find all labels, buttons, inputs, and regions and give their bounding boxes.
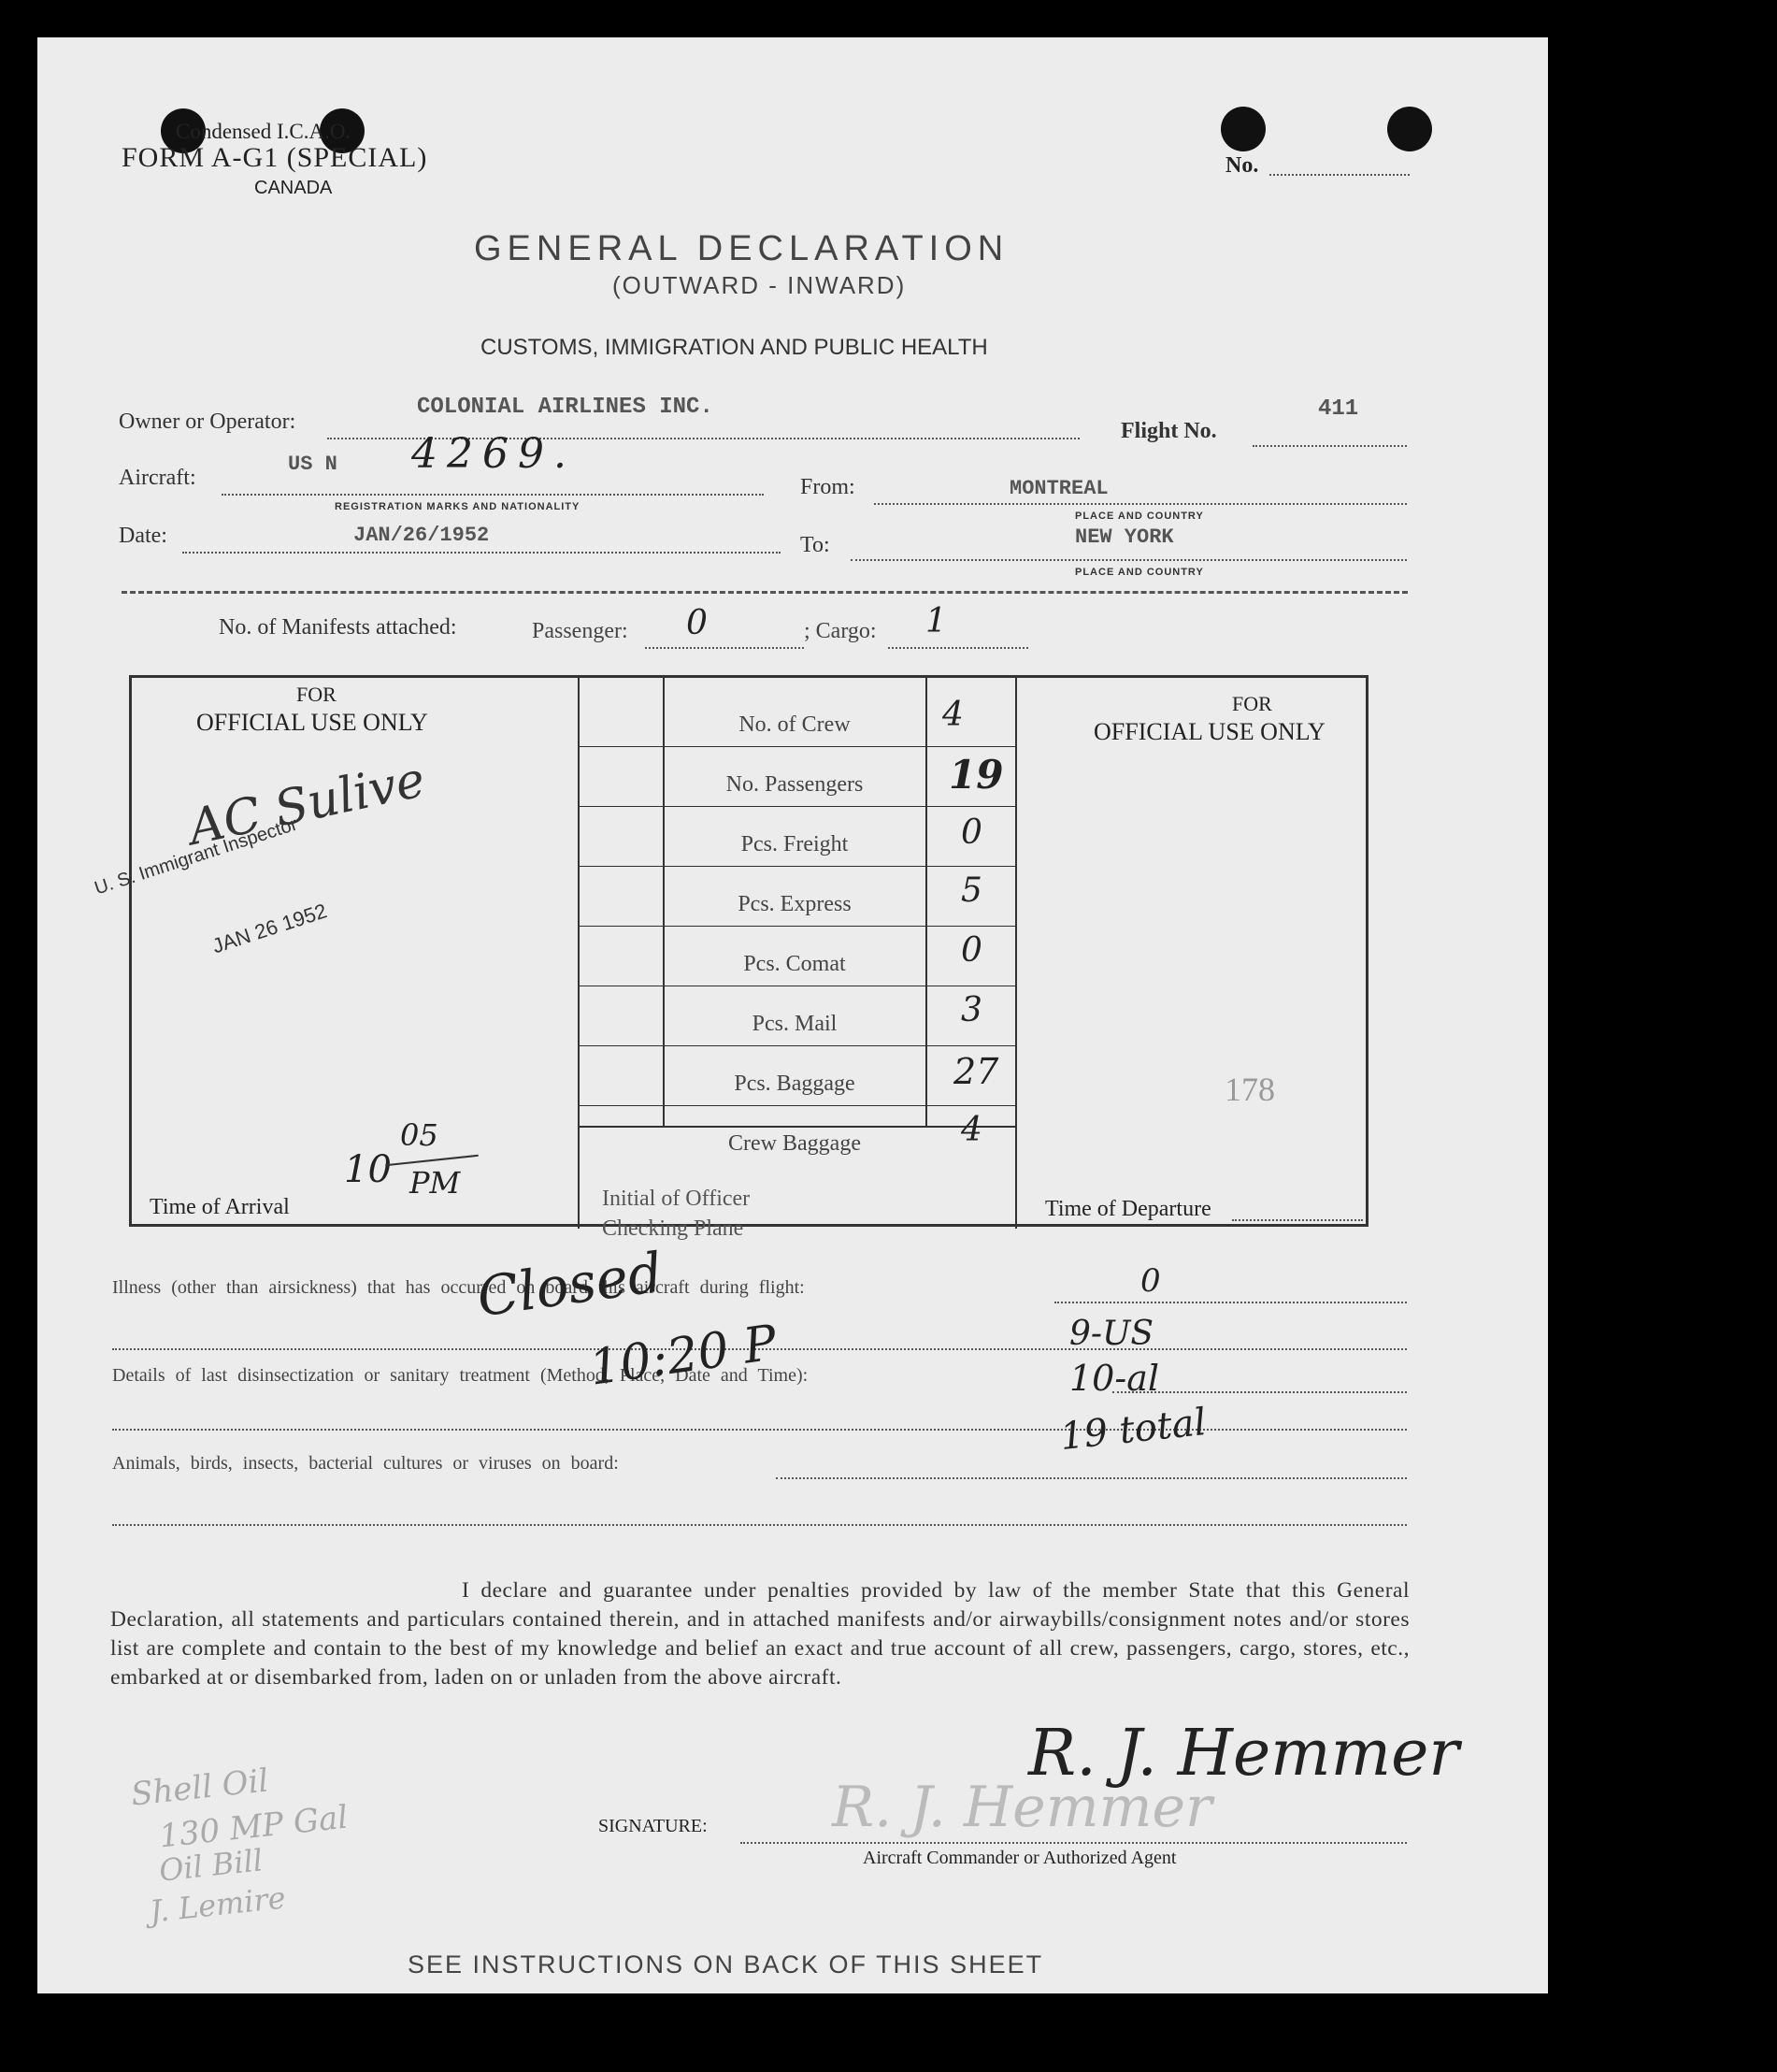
aircraft-caption: REGISTRATION MARKS AND NATIONALITY (335, 501, 580, 512)
animals-label: Animals, birds, insects, bacterial cultures or viruses on board: (112, 1453, 619, 1474)
illness-label: Illness (other than airsickness) that has occurred on board this aircraft during flight: (112, 1277, 805, 1298)
from-label: From: (800, 475, 855, 499)
time-arrival-label: Time of Arrival (150, 1195, 290, 1219)
to-label: To: (800, 533, 830, 557)
count-label: No. Passengers (725, 772, 864, 797)
count-row-divider (578, 1045, 1017, 1046)
manifest-passenger-label: Passenger: (532, 619, 628, 643)
page-subheading: CUSTOMS, IMMIGRATION AND PUBLIC HEALTH (480, 335, 988, 360)
inspector-signature: AC Sulive (183, 752, 430, 856)
signature-hand: R. J. Hemmer (1028, 1717, 1459, 1791)
to-line (851, 559, 1407, 561)
form-number: FORM A-G1 (SPECIAL) (122, 142, 428, 173)
aircraft-line (222, 494, 764, 496)
from-caption: PLACE AND COUNTRY (1075, 511, 1204, 522)
flight-value: 411 (1318, 396, 1359, 422)
hand-note-al: 10-al (1069, 1358, 1160, 1399)
time-departure-label: Time of Departure (1045, 1197, 1211, 1221)
form-country: CANADA (254, 178, 333, 198)
date-line (182, 552, 781, 554)
date-value: JAN/26/1952 (353, 524, 490, 547)
aircraft-label: Aircraft: (119, 466, 196, 490)
punch-hole (1387, 107, 1432, 151)
manifest-cargo-line (888, 647, 1028, 649)
time-arrival-hour: 10 (344, 1148, 392, 1191)
count-value: 19 (949, 752, 1004, 798)
hand-closed-note: Closed (473, 1240, 666, 1330)
owner-value: COLONIAL AIRLINES INC. (417, 395, 713, 420)
header-divider (122, 591, 1408, 594)
box-divider (578, 677, 580, 1229)
from-line (874, 503, 1407, 505)
form-sheet (37, 37, 1548, 1993)
illness-value: 0 (1140, 1262, 1161, 1300)
no-label: No. (1225, 153, 1259, 178)
declaration-text: I declare and guarantee under penalties provided by law of the member State that this General Declaration, all statements and particulars contained therein, and in attached manifests and/or airwaybills/consignment notes and/or stores list are complete and contain to the best of my knowledge and belief an exact and true account of all crew, passengers, cargo, stores, etc., embarked at or disembarked from, laden on or unladen from the above aircraft. (110, 1578, 1410, 1690)
count-value: 0 (961, 931, 982, 970)
signature-caption: Aircraft Commander or Authorized Agent (863, 1848, 1177, 1868)
count-row-divider (578, 1105, 1017, 1106)
count-label: Crew Baggage (728, 1131, 861, 1156)
aircraft-typed-value: US N (288, 453, 337, 476)
to-caption: PLACE AND COUNTRY (1075, 567, 1204, 578)
official-right-number: 178 (1225, 1071, 1275, 1108)
count-value: 0 (961, 813, 982, 852)
count-row-divider (578, 926, 1017, 927)
count-label: Pcs. Baggage (734, 1072, 855, 1096)
manifest-cargo-value: 1 (925, 602, 947, 640)
form-condensed-line: Condensed I.C.A.O. (176, 120, 351, 143)
manifests-label: No. of Manifests attached: (219, 615, 457, 640)
to-value: NEW YORK (1075, 525, 1174, 549)
count-label: Pcs. Mail (752, 1012, 838, 1036)
official-left-for: FOR (296, 683, 337, 706)
margin-note: Oil Bill (157, 1842, 265, 1889)
hand-note-total: 19 total (1058, 1400, 1209, 1460)
official-right-for: FOR (1232, 692, 1272, 715)
count-value: 5 (961, 871, 982, 910)
count-value: 3 (961, 991, 982, 1029)
signature-label: SIGNATURE: (598, 1816, 708, 1836)
hand-note-us: 9-US (1069, 1315, 1154, 1353)
margin-note: Shell Oil (129, 1762, 271, 1814)
box-divider (1015, 677, 1017, 1229)
count-row-divider (578, 806, 1017, 807)
inspector-stamp-date: JAN 26 1952 (208, 899, 330, 958)
count-label: Pcs. Comat (743, 952, 846, 976)
count-label: Pcs. Express (738, 892, 852, 916)
page-title: GENERAL DECLARATION (474, 229, 1010, 268)
margin-note: 130 MP Gal (157, 1798, 351, 1856)
owner-label: Owner or Operator: (119, 410, 296, 434)
manifest-cargo-label: ; Cargo: (804, 619, 877, 643)
box-divider (925, 677, 927, 1126)
flight-label: Flight No. (1121, 419, 1217, 443)
illness-line (1054, 1302, 1407, 1303)
box-divider (578, 1126, 1017, 1128)
signature-line (740, 1842, 1407, 1844)
time-departure-line (1232, 1219, 1363, 1221)
page-subtitle: (OUTWARD - INWARD) (612, 271, 907, 299)
time-arrival-minutes: 05 (400, 1117, 438, 1153)
animals-line (776, 1477, 1407, 1479)
no-field-line (1269, 174, 1410, 176)
animals-line-2 (112, 1524, 1407, 1526)
count-row-divider (578, 866, 1017, 867)
aircraft-hand-value: 4269. (411, 430, 576, 478)
count-label: Pcs. Freight (740, 832, 849, 856)
time-arrival-ampm: PM (409, 1165, 461, 1201)
official-left-title: OFFICIAL USE ONLY (196, 709, 428, 736)
count-row-divider (578, 746, 1017, 747)
count-value: 4 (961, 1111, 982, 1149)
disinsect-line-2 (112, 1429, 1407, 1431)
signature-hand-faded: R. J. Hemmer (832, 1775, 1212, 1840)
count-value: 4 (942, 696, 964, 734)
initial-officer-label: Initial of Officer Checking Plane (602, 1187, 751, 1241)
count-value: 27 (953, 1051, 999, 1092)
manifest-passenger-line (645, 647, 804, 649)
punch-hole (1221, 107, 1266, 151)
disinsect-label: Details of last disinsectization or sanitary treatment (Method, Place, Date and Time): (112, 1365, 809, 1386)
count-label: No. of Crew (738, 712, 851, 737)
manifest-passenger-value: 0 (686, 604, 708, 642)
from-value: MONTREAL (1010, 477, 1109, 500)
date-label: Date: (119, 524, 167, 548)
hand-closed-time: 10:20 P (585, 1315, 781, 1397)
footer-instructions: SEE INSTRUCTIONS ON BACK OF THIS SHEET (408, 1950, 1044, 1978)
margin-note: J. Lemire (148, 1879, 288, 1930)
inspector-stamp: U. S. Immigrant Inspector (92, 813, 300, 899)
flight-line (1253, 445, 1407, 447)
official-right-title: OFFICIAL USE ONLY (1094, 718, 1326, 745)
